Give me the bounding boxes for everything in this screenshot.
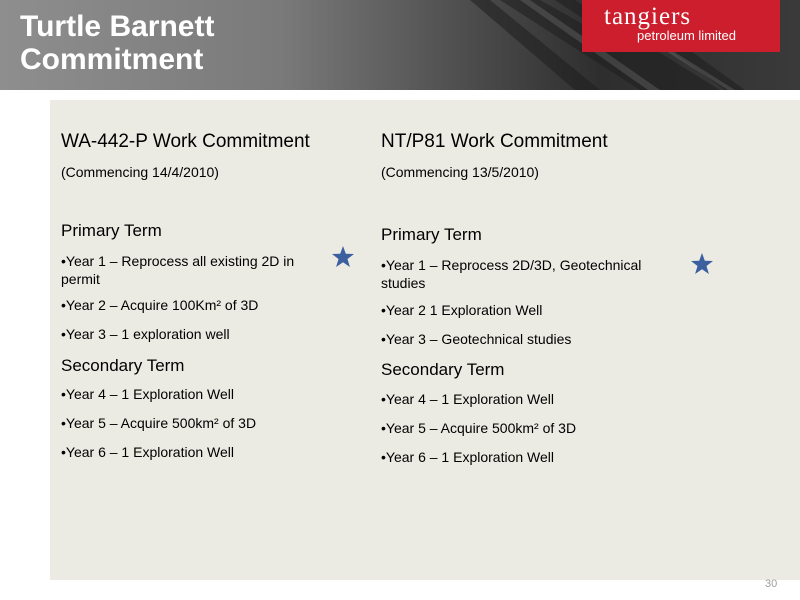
star-icon: [690, 252, 714, 276]
column-heading: NT/P81 Work Commitment: [381, 131, 608, 152]
list-item: •Year 4 – 1 Exploration Well: [61, 386, 235, 402]
list-item: •Year 6 – 1 Exploration Well: [381, 449, 555, 465]
list-item: •Year 1 – Reprocess 2D/3D, Geotechnical studies: [381, 257, 642, 291]
slide-title-line-1: Turtle Barnett: [20, 10, 215, 43]
list-item: •Year 4 – 1 Exploration Well: [381, 391, 555, 407]
logo-tagline: petroleum limited: [637, 28, 736, 43]
column-subheading: (Commencing 14/4/2010): [61, 164, 219, 180]
company-logo: [582, 0, 780, 52]
list-item: •Year 5 – Acquire 500km² of 3D: [61, 415, 257, 431]
column-heading: WA-442-P Work Commitment: [61, 131, 310, 152]
list-item: •Year 2 1 Exploration Well: [381, 302, 543, 318]
logo-wordmark: tangiers: [604, 3, 692, 30]
list-item: •Year 5 – Acquire 500km² of 3D: [381, 420, 577, 436]
content-panel: [50, 100, 800, 580]
slide-title: [20, 10, 214, 76]
list-item: •Year 2 – Acquire 100Km² of 3D: [61, 297, 259, 313]
secondary-term-label: Secondary Term: [61, 356, 185, 375]
primary-term-label: Primary Term: [61, 221, 162, 240]
list-item: •Year 1 – Reprocess all existing 2D in permit: [61, 253, 295, 287]
slide-title-line-2: Commitment: [20, 43, 204, 76]
list-item: •Year 6 – 1 Exploration Well: [61, 444, 235, 460]
star-icon: [331, 245, 355, 269]
secondary-term-label: Secondary Term: [381, 360, 505, 379]
list-item: •Year 3 – Geotechnical studies: [381, 331, 572, 347]
slide-header: [0, 0, 800, 90]
page-number: 30: [765, 578, 778, 590]
primary-term-label: Primary Term: [381, 225, 482, 244]
column-subheading: (Commencing 13/5/2010): [381, 164, 539, 180]
list-item: •Year 3 – 1 exploration well: [61, 326, 230, 342]
